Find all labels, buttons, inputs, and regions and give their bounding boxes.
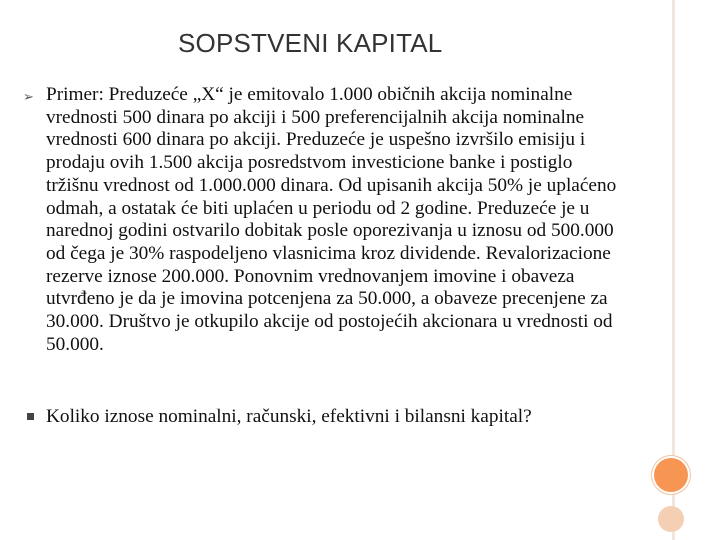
- square-bullet-icon: [27, 413, 34, 420]
- slide-title: SOPSTVENI KAPITAL: [178, 28, 443, 58]
- text-line: odmah, a ostatak će biti uplaćen u periodu od 2 godine. Preduzeće je u: [46, 197, 590, 219]
- text-line: od čega je 30% raspodeljeno vlasnicima kroz dividende. Revalorizacione: [46, 242, 611, 264]
- text-line: Primer: Preduzeće „X“ je emitovalo 1.000 običnih akcija nominalne: [46, 84, 573, 105]
- question-text: [46, 406, 700, 429]
- text-line: vrednosti 500 dinara po akciji i 500 preferencijalnih akcija nominalne: [46, 106, 585, 128]
- text-line: tržišnu vrednost od 1.000.000 dinara. Od upisanih akcija 50% je uplaćeno: [46, 174, 617, 196]
- text-line: rezerve iznose 200.000. Ponovnim vrednovanjem imovine i obaveza: [46, 265, 575, 287]
- arrow-bullet-icon: ➢: [23, 90, 34, 105]
- text-line: vrednosti 600 dinara po akciji. Preduzeće je uspešno izvršilo emisiju i: [46, 129, 586, 151]
- decorative-circle-icon: [654, 458, 688, 492]
- text-line: 50.000.: [46, 333, 104, 355]
- text-line: utvrđeno je da je imovina potcenjena za 50.000, a obaveze precenjene za: [46, 288, 608, 310]
- decorative-small-circle-icon: [658, 506, 684, 532]
- text-line: narednoj godini ostvarilo dobitak posle oporezivanja u iznosu od 500.000: [46, 220, 614, 242]
- text-line: 30.000. Društvo je otkupilo akcije od postojećih akcionara u vrednosti od: [46, 311, 613, 333]
- example-text: [46, 84, 700, 356]
- text-line: Koliko iznose nominalni, računski, efektivni i bilansni kapital?: [46, 406, 532, 427]
- text-line: prodaju ovih 1.500 akcija posredstvom investicione banke i postiglo: [46, 152, 573, 174]
